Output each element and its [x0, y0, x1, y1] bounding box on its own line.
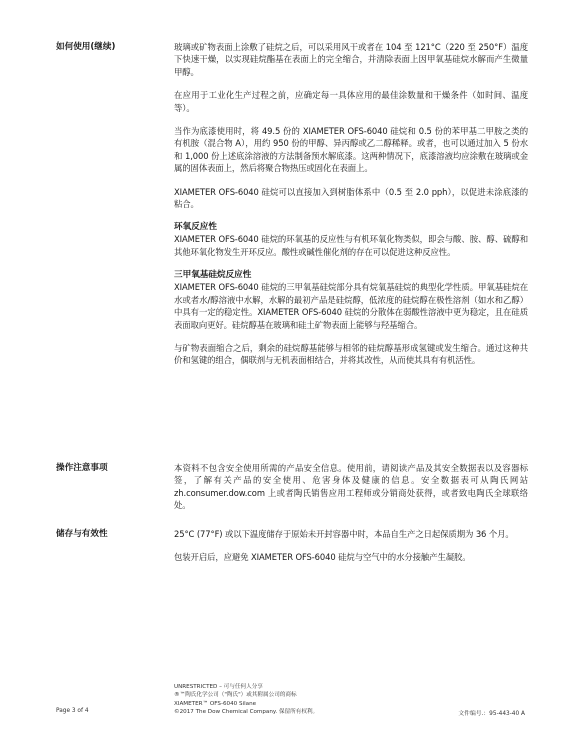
storage-paragraph-1: 25°C (77°F) 或以下温度储存于原始未开封容器中时，本品自生产之日起保质期为 36 个月。: [174, 529, 514, 539]
trimethoxysilane-paragraph-1: XIAMETER OFS-6040 硅烷的三甲氧基硅烷部分具有烷氧基硅烷的典型化学性质。甲氧基硅烷在水或者水/醇溶液中水解，水解的最初产品是硅烷醇，低浓度的硅烷醇在极性溶剂（如水和乙醇）中具有一定的稳定性。XIAMETER OFS-6040 硅烷的分散体在弱酸性溶液中更为稳定，且在硅质表面取向更好。硅烷醇基在玻璃和硅土矿物表面上能够与羟基缩合。: [174, 282, 528, 330]
page-number: Page 3 of 4: [56, 708, 89, 714]
usage-paragraph-2: 在应用于工业化生产过程之前，应确定每一具体应用的最佳涂数量和干燥条件（如时间、温度等）。: [174, 90, 528, 113]
trimethoxysilane-paragraph-2: 与矿物表面缩合之后，剩余的硅烷醇基能够与相邻的硅烷醇基形成氢键或发生缩合。通过这种共价和氢键的组合，偶联剂与无机表面相结合，并将其改性，从而使其具有有机活性。: [174, 342, 528, 366]
storage-paragraph-2: 包装开启后，应避免 XIAMETER OFS-6040 硅烷与空气中的水分接触产生凝胶。: [174, 552, 471, 563]
epoxy-reactivity-subsection: [174, 221, 528, 258]
epoxy-reactivity-paragraph: XIAMETER OFS-6040 硅烷的环氧基的反应性与有机环氧化物类似，即会与酸、胺、醇、硫醇和其他环氧化物发生开环反应。酸性或碱性催化剂的存在可以促进这种反应性。: [174, 234, 528, 257]
safety-paragraph: 本资料不包含安全使用所需的产品安全信息。使用前，请阅读产品及其安全数据表以及容器标签，了解有关产品的安全使用、危害身体及健康的信息。安全数据表可从陶氏网站 zh.consumer.dow.com 上或者陶氏销售应用工程师或分销商处获得，或者致电陶氏全球联络处。: [174, 463, 528, 511]
epoxy-reactivity-heading: 环氧反应性: [174, 222, 217, 233]
footer-line-copyright: ©2017 The Dow Chemical Company. 保留所有权利。: [174, 709, 319, 716]
usage-section-body: [174, 41, 528, 378]
usage-paragraph-1: 玻璃或矿物表面上涂敷了硅烷之后，可以采用风干或者在 104 至 121°C（220 至 250°F）温度下快速干燥，以实现硅烷酯基在表面上的完全缩合，并清除表面上因甲氧基硅烷水解而产生微量甲醇。: [174, 42, 528, 77]
usage-paragraph-4: XIAMETER OFS-6040 硅烷可以直接加入到树脂体系中（0.5 至 2.0 pph），以促进未涂底漆的粘合。: [174, 186, 528, 210]
storage-section-label: 储存与有效性: [56, 529, 108, 539]
footer-line-trademark: ®™陶氏化学公司（"陶氏"）或其附属公司的商标: [174, 692, 297, 699]
document-number: 文件编号.：95-443-40 A: [458, 711, 525, 717]
safety-section-label: 操作注意事项: [56, 463, 108, 473]
usage-paragraph-3: 当作为底漆使用时，将 49.5 份的 XIAMETER OFS-6040 硅烷和 0.5 份的苯甲基二甲胺之类的有机胺（混合物 A），用约 950 份的甲醇、异丙醇或乙二醇稀释。或者，也可以通过加入 5 份水和 1,000 份上述底涂溶液的方法制备预水解底漆。这两种情况下，底漆溶液均应涂敷在玻璃或金属的固体表面上，然后将聚合物热压或固化在表面上。: [174, 126, 528, 174]
safety-section-body: [174, 462, 528, 523]
usage-section-label: 如何使用(继续): [56, 42, 116, 52]
footer-line-product: XIAMETER™ OFS-6040 Silane: [174, 700, 257, 707]
storage-section-body: [174, 528, 528, 575]
footer-legal: [174, 683, 424, 717]
trimethoxysilane-reactivity-subsection: [174, 269, 528, 366]
trimethoxysilane-reactivity-heading: 三甲氧基硅烷反应性: [174, 270, 252, 281]
footer-line-unrestricted: UNRESTRICTED – 可与任何人分享: [174, 684, 263, 690]
